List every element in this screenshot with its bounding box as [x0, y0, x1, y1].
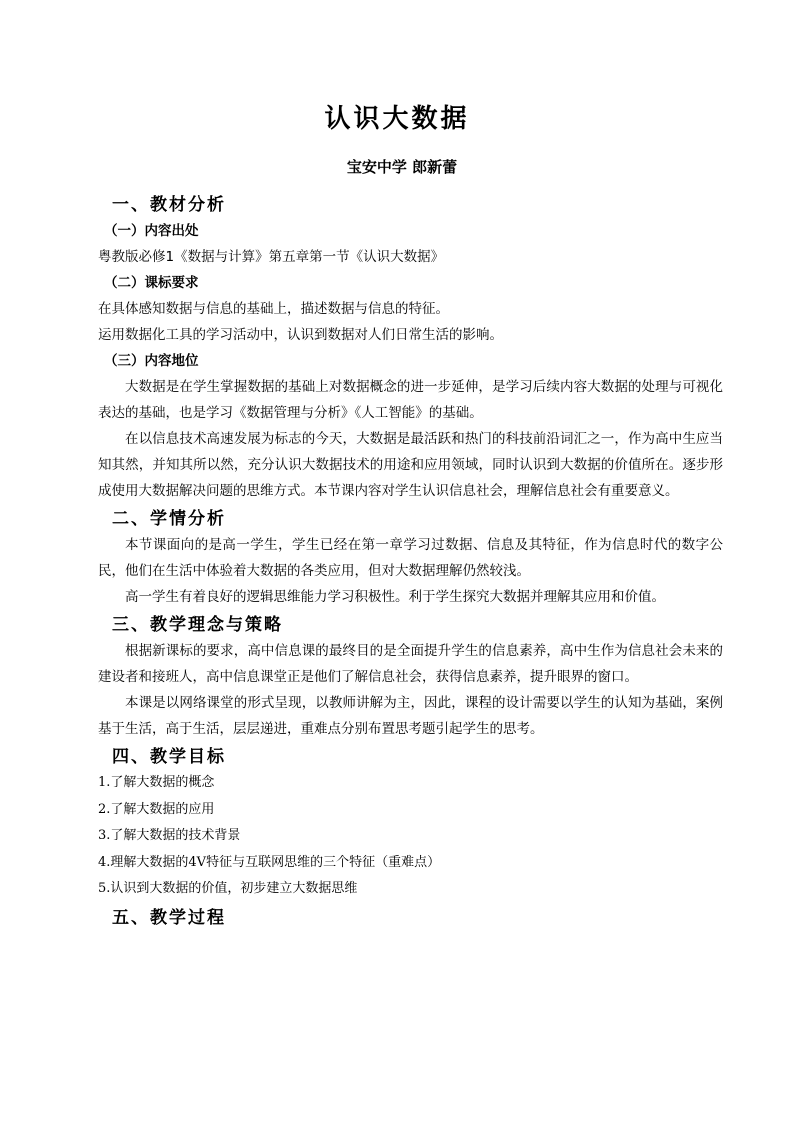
paragraph-content-source: 粤教版必修1《数据与计算》第五章第一节《认识大数据》 — [98, 249, 445, 265]
goal-item: 2.了解大数据的应用 — [98, 801, 215, 817]
goal-item: 4.理解大数据的4V特征与互联网思维的三个特征（重难点） — [98, 854, 441, 870]
paragraph-philosophy-1: 根据新课标的要求，高中信息课的最终目的是全面提升学生的信息素养，高中生作为信息社会未来的建设者和接班人，高中信息课堂正是他们了解信息社会，获得信息素养，提升眼界的窗口。 — [98, 643, 723, 685]
section-heading-2: 二、学情分析 — [112, 509, 226, 529]
section-heading-4: 四、教学目标 — [112, 747, 226, 767]
document-body — [98, 190, 723, 931]
paragraph-philosophy-2: 本课是以网络课堂的形式呈现，以教师讲解为主，因此，课程的设计需要以学生的认知为基础，案例基于生活，高于生活，层层递进，重难点分别布置思考题引起学生的思考。 — [98, 695, 723, 737]
paragraph-position-1: 大数据是在学生掌握数据的基础上对数据概念的进一步延伸，是学习后续内容大数据的处理与可视化表达的基础，也是学习《数据管理与分析》《人工智能》的基础。 — [98, 379, 723, 421]
subheading-content-position: （三）内容地位 — [104, 353, 199, 369]
goal-item: 1.了解大数据的概念 — [98, 775, 215, 790]
subheading-content-source: （一）内容出处 — [104, 223, 199, 239]
goal-item: 3.了解大数据的技术背景 — [98, 828, 241, 843]
section-heading-1: 一、教材分析 — [112, 195, 226, 215]
paragraph-curriculum-1: 在具体感知数据与信息的基础上，描述数据与信息的特征。 — [98, 301, 449, 317]
goal-item: 5.认识到大数据的价值，初步建立大数据思维 — [98, 881, 358, 896]
section-heading-5: 五、教学过程 — [112, 907, 226, 928]
document-title: 认识大数据 — [324, 104, 470, 134]
paragraph-position-2: 在以信息技术高速发展为标志的今天，大数据是最活跃和热门的科技前沿词汇之一，作为高中生应当知其然，并知其所以然，充分认识大数据技术的用途和应用领域，同时认识到大数据的价值所在。逐步形成使用大数据解决问题的思维方式。本节课内容对学生认识信息社会，理解信息社会有重要意义。 — [98, 431, 723, 499]
paragraph-learner-2: 高一学生有着良好的逻辑思维能力学习积极性。利于学生探究大数据并理解其应用和价值。 — [125, 589, 665, 605]
paragraph-curriculum-2: 运用数据化工具的学习活动中，认识到数据对人们日常生活的影响。 — [98, 327, 503, 343]
section-heading-3: 三、教学理念与策略 — [112, 615, 283, 635]
author-line: 宝安中学 郎新蕾 — [346, 158, 458, 176]
paragraph-learner-1: 本节课面向的是高一学生，学生已经在第一章学习过数据、信息及其特征，作为信息时代的数字公民，他们在生活中体验着大数据的各类应用，但对大数据理解仍然较浅。 — [98, 537, 723, 579]
subheading-curriculum-requirements: （二）课标要求 — [104, 275, 199, 291]
